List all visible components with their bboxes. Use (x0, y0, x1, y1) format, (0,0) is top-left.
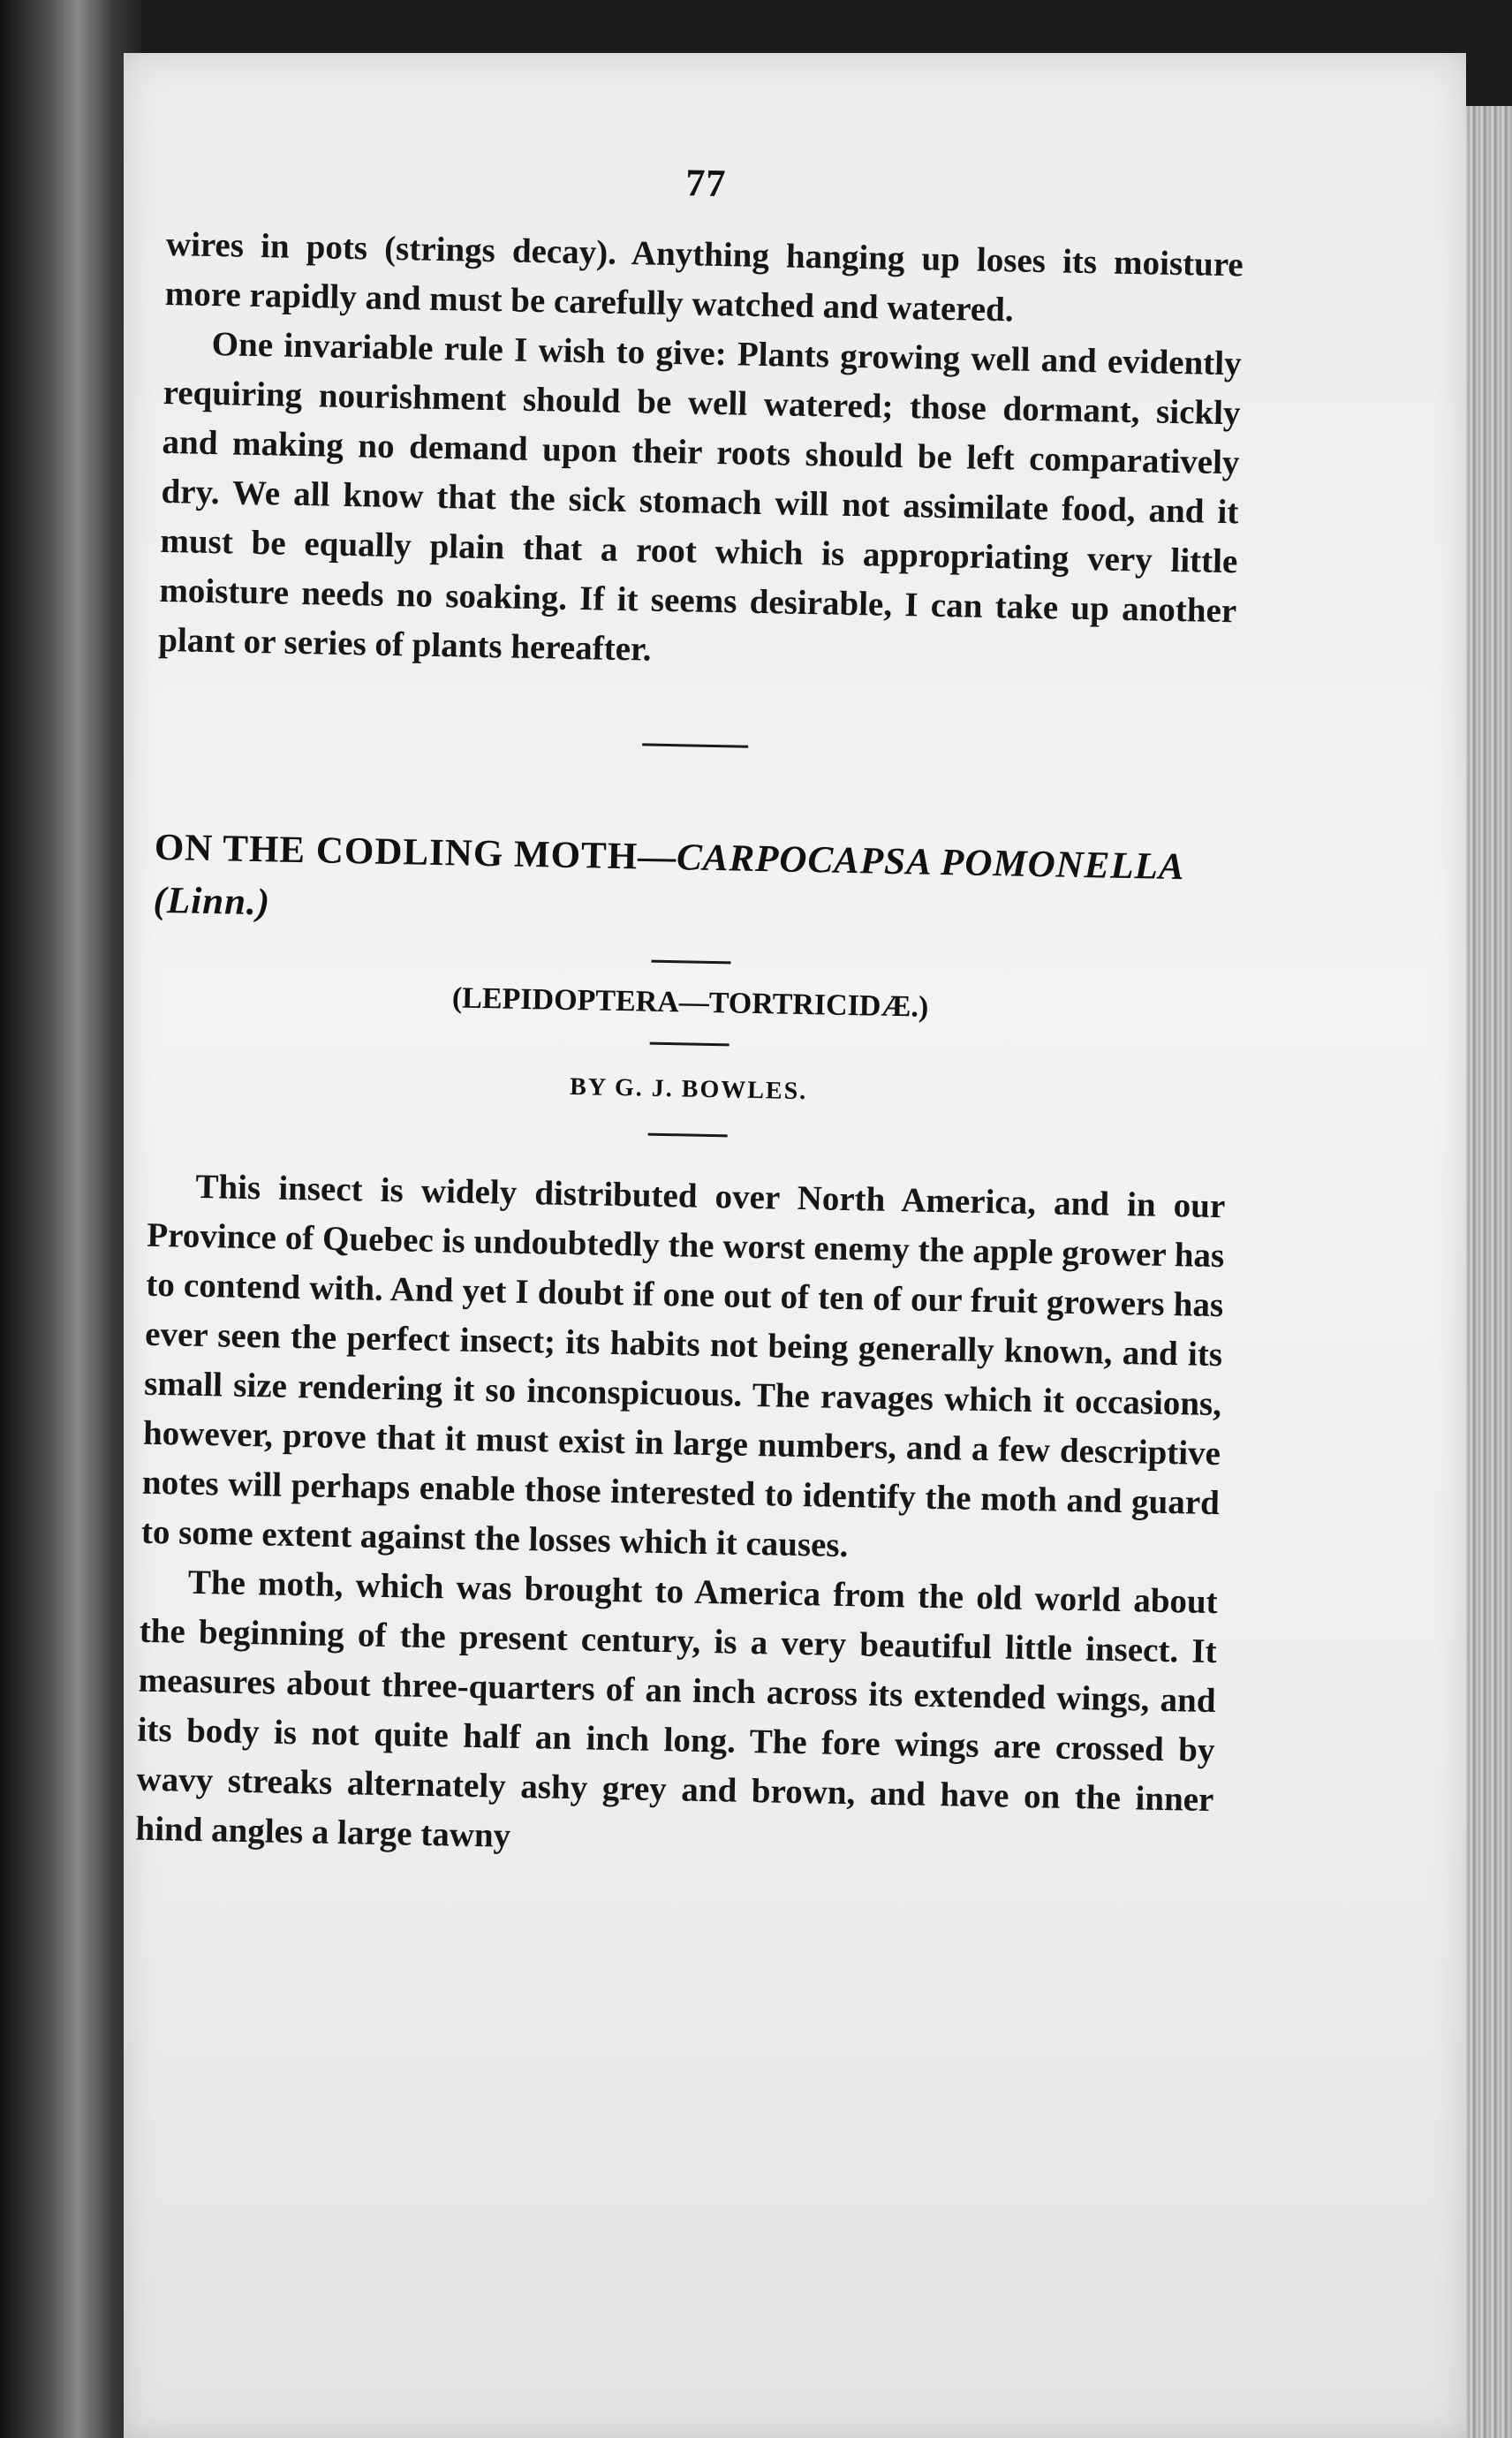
page-stack-edge (1466, 106, 1512, 2438)
title-latin-name: CARPOCAPSA POMONELLA (676, 837, 1186, 889)
article-subtitle: (LEPIDOPTERA—TORTRICIDÆ.) (451, 981, 929, 1024)
article-title (153, 822, 1232, 948)
page-content (135, 150, 1245, 1874)
paragraph-continued: wires in pots (strings decay). Anything hanging up loses its moisture more rapidly and must be carefully watched and watered. (164, 224, 1244, 329)
article-byline: BY G. J. BOWLES. (569, 1072, 808, 1106)
paragraph-distribution: This insect is widely distributed over North America, and in our Province of Quebec is undoubtedly the worst enemy the apple grower has to contend with. And yet I doubt if one out of ten of our fruit growers has ever seen the perfect insect; its habits not being generally known, and its small size rendering it so inconspicuous. The ravages which it occasions, however, prove that it must exist in large numbers, and a few descriptive notes will perhaps enable those interested to identify the moth and guard to some extent against the losses which it causes. (140, 1167, 1226, 1565)
title-authority: (Linn.) (153, 879, 271, 924)
paragraph-watering-rule: One invariable rule I wish to give: Plants growing well and evidently requiring nourishment should be well watered; those dormant, sickly and making no demand upon their roots should be left comparatively dry. We all know that the sick stomach will not assimilate food, and it must be equally plain that a root which is appropriating very little moisture needs no soaking. If it seems desirable, I can take up another plant or series of plants hereafter. (157, 325, 1242, 669)
section-divider (642, 743, 748, 747)
page-number: 77 (684, 161, 727, 206)
title-prefix: ON THE CODLING MOTH— (154, 826, 677, 879)
paragraph-description: The moth, which was brought to America from the old world about the beginning of the present century, is a very beautiful little insect. It measures about three-quarters of an inch across its extended wings, and its body is not quite half an inch long. The fore wings are crossed by wavy streaks alternately ashy grey and brown, and have on the inner hind angles a large tawny (135, 1563, 1219, 1855)
facing-page-edge (0, 0, 141, 2438)
